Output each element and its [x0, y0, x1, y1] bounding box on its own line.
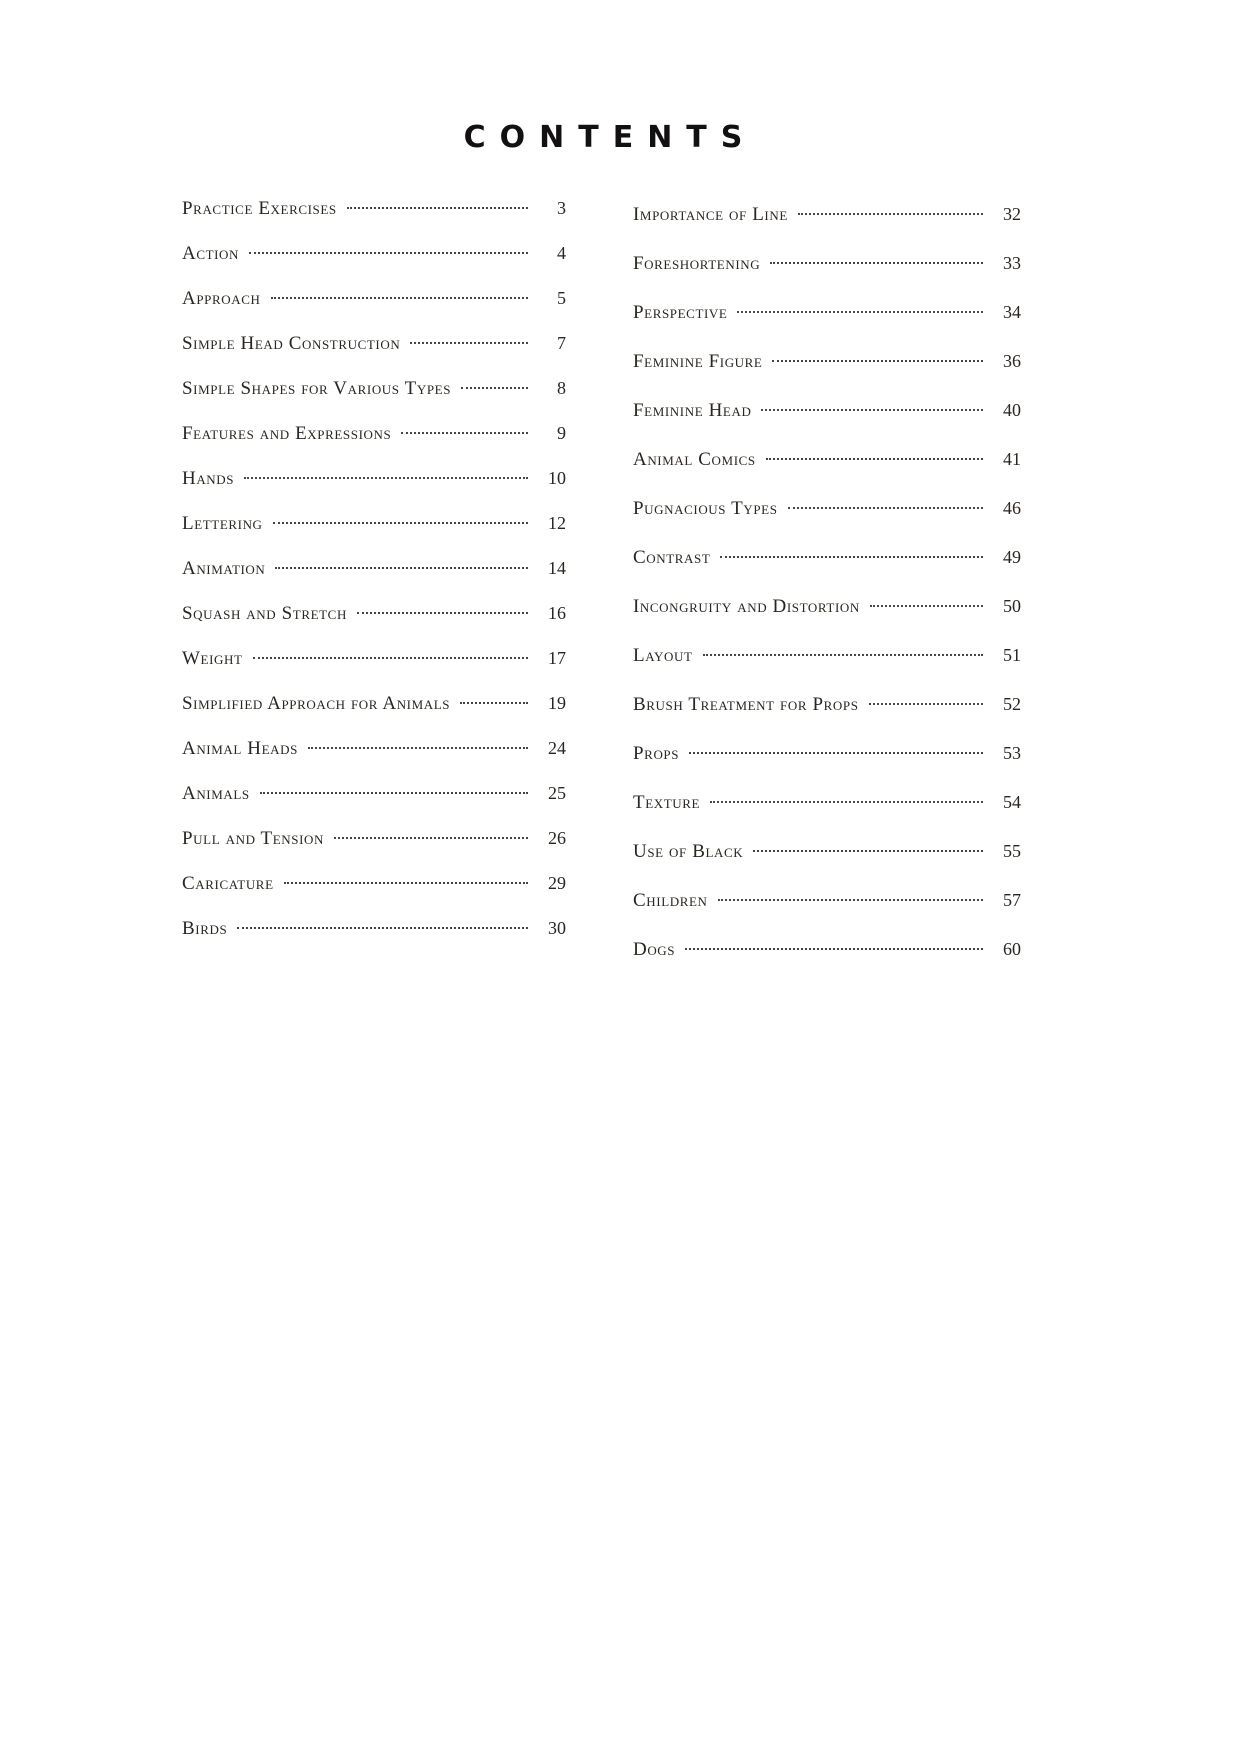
dot-leader [685, 948, 983, 950]
dot-leader [720, 556, 983, 558]
toc-entry-page: 55 [1003, 841, 1021, 861]
toc-entry-title: Caricature [182, 873, 274, 894]
dot-leader [271, 297, 529, 299]
dot-leader [275, 567, 528, 569]
dot-leader [334, 837, 528, 839]
toc-entry[interactable] [633, 890, 1021, 939]
toc-entry-page: 49 [1003, 547, 1021, 567]
toc-right-column [633, 204, 1021, 988]
toc-entry-title: Texture [633, 792, 701, 813]
toc-entry[interactable] [633, 547, 1021, 596]
toc-entry-title: Simplified Approach for Animals [182, 693, 451, 714]
toc-entry-title: Props [633, 743, 680, 764]
toc-entry[interactable] [633, 841, 1021, 890]
toc-entry-title: Layout [633, 645, 693, 666]
dot-leader [273, 522, 528, 524]
toc-entry[interactable] [633, 351, 1021, 400]
toc-entry-page: 17 [548, 648, 566, 668]
toc-entry[interactable] [633, 302, 1021, 351]
dot-leader [689, 752, 983, 754]
dot-leader [761, 409, 983, 411]
toc-entry-page: 19 [548, 693, 566, 713]
toc-entry[interactable] [633, 204, 1021, 253]
toc-entry[interactable] [633, 449, 1021, 498]
toc-entry-page: 30 [548, 918, 566, 938]
toc-entry-page: 36 [1003, 351, 1021, 371]
toc-entry-title: Approach [182, 288, 261, 309]
toc-entry-title: Feminine Head [633, 400, 752, 421]
toc-entry-title: Children [633, 890, 708, 911]
toc-entry-title: Simple Shapes for Various Types [182, 378, 452, 399]
toc-entry[interactable] [182, 198, 566, 243]
toc-entry[interactable] [182, 693, 566, 738]
toc-entry-page: 8 [557, 378, 566, 398]
toc-entry-page: 51 [1003, 645, 1021, 665]
toc-entry-title: Animation [182, 558, 266, 579]
toc-entry-title: Simple Head Construction [182, 333, 401, 354]
dot-leader [308, 747, 528, 749]
dot-leader [753, 850, 983, 852]
toc-entry[interactable] [182, 918, 566, 963]
toc-entry-page: 57 [1003, 890, 1021, 910]
page-title: CONTENTS [463, 120, 757, 156]
toc-entry-title: Incongruity and Distortion [633, 596, 860, 617]
toc-entry[interactable] [182, 738, 566, 783]
toc-entry-page: 41 [1003, 449, 1021, 469]
toc-entry[interactable] [182, 243, 566, 288]
dot-leader [244, 477, 528, 479]
toc-entry[interactable] [182, 603, 566, 648]
toc-entry[interactable] [182, 558, 566, 603]
toc-entry-title: Hands [182, 468, 235, 489]
dot-leader [410, 342, 528, 344]
toc-entry-page: 10 [548, 468, 566, 488]
toc-entry-page: 16 [548, 603, 566, 623]
toc-entry-title: Use of Black [633, 841, 744, 862]
dot-leader [718, 899, 983, 901]
toc-entry[interactable] [633, 939, 1021, 988]
dot-leader [870, 605, 983, 607]
toc-entry-title: Brush Treatment for Props [633, 694, 859, 715]
toc-entry-page: 3 [557, 198, 566, 218]
toc-entry-page: 4 [557, 243, 566, 263]
toc-left-column [182, 198, 566, 963]
toc-entry[interactable] [633, 498, 1021, 547]
dot-leader [260, 792, 528, 794]
toc-entry[interactable] [633, 596, 1021, 645]
dot-leader [253, 657, 528, 659]
dot-leader [869, 703, 983, 705]
toc-entry-title: Foreshortening [633, 253, 761, 274]
toc-entry[interactable] [182, 468, 566, 513]
toc-entry-page: 53 [1003, 743, 1021, 763]
toc-entry[interactable] [633, 694, 1021, 743]
toc-entry-page: 60 [1003, 939, 1021, 959]
toc-entry-page: 5 [557, 288, 566, 308]
toc-entry-title: Lettering [182, 513, 263, 534]
toc-entry[interactable] [182, 648, 566, 693]
dot-leader [703, 654, 983, 656]
toc-entry-title: Animal Heads [182, 738, 298, 759]
dot-leader [237, 927, 528, 929]
toc-entry-title: Perspective [633, 302, 728, 323]
toc-entry-title: Contrast [633, 547, 711, 568]
toc-entry-title: Practice Exercises [182, 198, 337, 219]
toc-entry-title: Squash and Stretch [182, 603, 347, 624]
toc-entry-page: 54 [1003, 792, 1021, 812]
toc-entry-page: 24 [548, 738, 566, 758]
toc-entry-page: 9 [557, 423, 566, 443]
toc-entry-page: 7 [557, 333, 566, 353]
toc-entry-page: 33 [1003, 253, 1021, 273]
dot-leader [798, 213, 983, 215]
toc-entry-page: 12 [548, 513, 566, 533]
dot-leader [788, 507, 983, 509]
toc-entry[interactable] [633, 253, 1021, 302]
dot-leader [766, 458, 983, 460]
dot-leader [401, 432, 528, 434]
toc-entry[interactable] [182, 513, 566, 558]
toc-entry-title: Features and Expressions [182, 423, 392, 444]
toc-entry-title: Pugnacious Types [633, 498, 778, 519]
dot-leader [284, 882, 528, 884]
dot-leader [772, 360, 983, 362]
dot-leader [737, 311, 983, 313]
toc-entry[interactable] [182, 828, 566, 873]
toc-entry-title: Feminine Figure [633, 351, 763, 372]
toc-entry-page: 34 [1003, 302, 1021, 322]
dot-leader [770, 262, 983, 264]
toc-entry[interactable] [633, 743, 1021, 792]
toc-entry-title: Pull and Tension [182, 828, 325, 849]
dot-leader [460, 702, 528, 704]
dot-leader [357, 612, 528, 614]
dot-leader [347, 207, 528, 209]
toc-entry[interactable] [633, 792, 1021, 841]
toc-entry[interactable] [633, 400, 1021, 449]
toc-entry-page: 14 [548, 558, 566, 578]
toc-entry-title: Birds [182, 918, 228, 939]
toc-entry-page: 26 [548, 828, 566, 848]
toc-entry[interactable] [182, 333, 566, 378]
toc-entry-title: Importance of Line [633, 204, 788, 225]
toc-entry-page: 46 [1003, 498, 1021, 518]
toc-entry-page: 40 [1003, 400, 1021, 420]
toc-entry-title: Weight [182, 648, 243, 669]
toc-entry[interactable] [182, 423, 566, 468]
toc-entry-title: Action [182, 243, 240, 264]
toc-entry-page: 52 [1003, 694, 1021, 714]
toc-entry[interactable] [182, 783, 566, 828]
dot-leader [710, 801, 983, 803]
toc-entry-page: 25 [548, 783, 566, 803]
toc-entry[interactable] [633, 645, 1021, 694]
toc-entry[interactable] [182, 378, 566, 423]
toc-entry-title: Animal Comics [633, 449, 756, 470]
toc-entry-page: 29 [548, 873, 566, 893]
dot-leader [249, 252, 528, 254]
toc-entry[interactable] [182, 873, 566, 918]
toc-entry-title: Animals [182, 783, 250, 804]
toc-entry-page: 32 [1003, 204, 1021, 224]
dot-leader [461, 387, 528, 389]
toc-entry[interactable] [182, 288, 566, 333]
toc-entry-page: 50 [1003, 596, 1021, 616]
toc-entry-title: Dogs [633, 939, 676, 960]
